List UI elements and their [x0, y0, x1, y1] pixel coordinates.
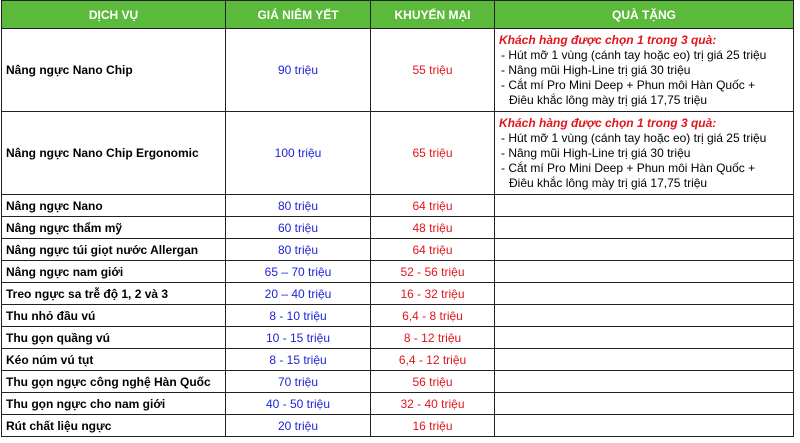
- table-row: [2, 371, 794, 393]
- service-name: Rút chất liệu ngực: [2, 415, 226, 437]
- gift-option: - Hút mỡ 1 vùng (cánh tay hoặc eo) trị giá 25 triệu: [501, 130, 767, 145]
- gift-option: - Nâng mũi High-Line trị giá 30 triệu: [501, 62, 691, 77]
- promo-price: 32 - 40 triệu: [371, 393, 495, 415]
- gift-cell-empty: [495, 239, 794, 261]
- list-price: 80 triệu: [226, 239, 371, 261]
- gift-cell-empty: [495, 393, 794, 415]
- gift-option: - Hút mỡ 1 vùng (cánh tay hoặc eo) trị giá 25 triệu: [501, 47, 767, 62]
- promo-price: 16 triệu: [371, 415, 495, 437]
- table-row: [2, 29, 794, 112]
- service-name: Nâng ngực Nano: [2, 195, 226, 217]
- gift-option: - Cắt mí Pro Mini Deep + Phun môi Hàn Quốc +: [501, 77, 756, 92]
- gift-cell-empty: [495, 261, 794, 283]
- gift-cell: [495, 112, 794, 195]
- service-name: Nâng ngực Nano Chip Ergonomic: [2, 112, 226, 195]
- gift-option-continued: Điêu khắc lông mày trị giá 17,75 triệu: [509, 175, 708, 190]
- list-price: 60 triệu: [226, 217, 371, 239]
- list-price: 65 – 70 triệu: [226, 261, 371, 283]
- promo-price: 48 triệu: [371, 217, 495, 239]
- list-price: 10 - 15 triệu: [226, 327, 371, 349]
- list-price: 8 - 10 triệu: [226, 305, 371, 327]
- gift-cell-empty: [495, 305, 794, 327]
- list-price: 70 triệu: [226, 371, 371, 393]
- header-list-price: GIÁ NIÊM YẾT: [226, 1, 371, 29]
- table-row: [2, 327, 794, 349]
- service-name: Nâng ngực nam giới: [2, 261, 226, 283]
- gift-cell: [495, 29, 794, 112]
- promo-price: 65 triệu: [371, 112, 495, 195]
- promo-price: 8 - 12 triệu: [371, 327, 495, 349]
- header-promo: KHUYẾN MẠI: [371, 1, 495, 29]
- promo-price: 64 triệu: [371, 239, 495, 261]
- gift-heading: Khách hàng được chọn 1 trong 3 quà:: [499, 32, 717, 47]
- table-row: [2, 239, 794, 261]
- table-row: [2, 305, 794, 327]
- gift-cell-empty: [495, 195, 794, 217]
- gift-cell-empty: [495, 349, 794, 371]
- gift-option: - Cắt mí Pro Mini Deep + Phun môi Hàn Quốc +: [501, 160, 756, 175]
- list-price: 8 - 15 triệu: [226, 349, 371, 371]
- service-name: Treo ngực sa trễ độ 1, 2 và 3: [2, 283, 226, 305]
- list-price: 80 triệu: [226, 195, 371, 217]
- table-row: [2, 217, 794, 239]
- price-table: [1, 0, 794, 437]
- gift-cell-empty: [495, 283, 794, 305]
- service-name: Thu gọn ngực công nghệ Hàn Quốc: [2, 371, 226, 393]
- list-price: 40 - 50 triệu: [226, 393, 371, 415]
- list-price: 90 triệu: [226, 29, 371, 112]
- gift-heading: Khách hàng được chọn 1 trong 3 quà:: [499, 115, 717, 130]
- service-name: Kéo núm vú tụt: [2, 349, 226, 371]
- service-name: Thu nhỏ đầu vú: [2, 305, 226, 327]
- list-price: 20 triệu: [226, 415, 371, 437]
- table-row: [2, 349, 794, 371]
- gift-option-continued: Điêu khắc lông mày trị giá 17,75 triệu: [509, 92, 708, 107]
- header-row: [2, 1, 794, 29]
- promo-price: 6,4 - 12 triệu: [371, 349, 495, 371]
- gift-option: - Nâng mũi High-Line trị giá 30 triệu: [501, 145, 691, 160]
- promo-price: 55 triệu: [371, 29, 495, 112]
- promo-price: 64 triệu: [371, 195, 495, 217]
- header-gift: QUÀ TẶNG: [495, 1, 794, 29]
- list-price: 100 triệu: [226, 112, 371, 195]
- gift-cell-empty: [495, 327, 794, 349]
- promo-price: 52 - 56 triệu: [371, 261, 495, 283]
- table-row: [2, 393, 794, 415]
- service-name: Nâng ngực thẩm mỹ: [2, 217, 226, 239]
- service-name: Nâng ngực Nano Chip: [2, 29, 226, 112]
- list-price: 20 – 40 triệu: [226, 283, 371, 305]
- service-name: Thu gọn quầng vú: [2, 327, 226, 349]
- gift-cell-empty: [495, 371, 794, 393]
- gift-cell-empty: [495, 415, 794, 437]
- table-row: [2, 261, 794, 283]
- gift-cell-empty: [495, 217, 794, 239]
- header-service: DỊCH VỤ: [2, 1, 226, 29]
- promo-price: 6,4 - 8 triệu: [371, 305, 495, 327]
- table-row: [2, 415, 794, 437]
- service-name: Nâng ngực túi giọt nước Allergan: [2, 239, 226, 261]
- table-row: [2, 283, 794, 305]
- promo-price: 56 triệu: [371, 371, 495, 393]
- service-name: Thu gọn ngực cho nam giới: [2, 393, 226, 415]
- table-row: [2, 112, 794, 195]
- table-row: [2, 195, 794, 217]
- promo-price: 16 - 32 triệu: [371, 283, 495, 305]
